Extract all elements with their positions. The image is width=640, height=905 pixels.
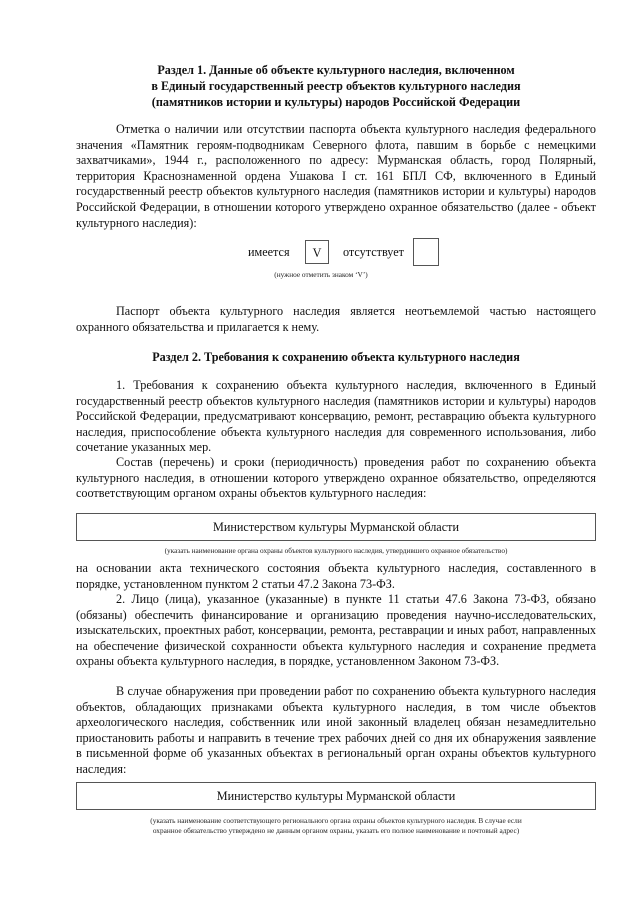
- authority-approval-hint: (указать наименование органа охраны объектов культурного наследия, утвердившего охранное обязательство): [164, 546, 508, 555]
- passport-exists-label: имеется: [248, 245, 290, 259]
- passport-hint: (нужное отметить знаком ‘V’): [274, 270, 368, 279]
- requirements-paragraph-2: Состав (перечень) и сроки (периодичность) проведения работ по сохранению объекта культурного наследия, в отношении которого утверждено охранное обязательство, определяются соответствующим органом охраны объектов культурного наследия:: [76, 455, 596, 501]
- passport-paragraph: Отметка о наличии или отсутствии паспорта объекта культурного наследия федерального значения «Памятник героям-подводникам Северного флота, павшим в борьбе с немецкими захватчиками», 1944 г., расположенного по адресу: Мурманская область, город Полярный, территория Краснознаменной ордена Ушакова I ст. 161 БПЛ СФ, включенного в Единый государственный реестр объектов культурного наследия (памятников истории и культуры) народов Российской Федерации, в отношении которого утверждено охранное обязательство (далее - объект культурного наследия):: [76, 122, 596, 230]
- regional-authority-hint: [76, 816, 596, 836]
- section-1-heading-line-1: Раздел 1. Данные об объекте культурного наследия, включенном: [157, 63, 515, 77]
- passport-absent-checkbox[interactable]: [413, 238, 439, 266]
- section-1-heading-line-2: в Единый государственный реестр объектов культурного наследия: [151, 79, 521, 93]
- requirements-paragraph-3: на основании акта технического состояния объекта культурного наследия, составленного в порядке, установленном пунктом 2 статьи 47.2 Закона 73-ФЗ.: [76, 561, 596, 591]
- requirements-paragraph-1: 1. Требования к сохранению объекта культурного наследия, включенного в Единый государственный реестр объектов культурного наследия (памятников истории и культуры) народов Российской Федерации, предусматривают консервацию, ремонт, реставрацию объекта культурного наследия, приспособление объекта культурного наследия для современного использования, либо сочетание указанных мер.: [76, 378, 596, 455]
- regional-authority-box: Министерство культуры Мурманской области: [76, 782, 596, 810]
- regional-authority-hint-line-1: (указать наименование соответствующего регионального органа охраны объектов культурного наследия. В случае если: [150, 816, 522, 825]
- requirements-paragraph-5: В случае обнаружения при проведении работ по сохранению объекта культурного наследия объектов, обладающих признаками объекта культурного наследия, в том числе объектов археологического наследия, собственник или иной законный владелец обязан незамедлительно приостановить работы и направить в течение трех рабочих дней со дня их обнаружения заявление в письменной форме об указанных объектах в региональный орган охраны объектов культурного наследия:: [76, 684, 596, 776]
- section-1-heading-line-3: (памятников истории и культуры) народов Российской Федерации: [151, 95, 521, 109]
- regional-authority-hint-line-2: охранное обязательство утверждено не данным органом охраны, указать его полное наименование и почтовый адрес): [152, 826, 520, 835]
- section-1-heading: [76, 62, 596, 110]
- authority-approval-box: Министерством культуры Мурманской области: [76, 513, 596, 541]
- passport-inseparable-paragraph: Паспорт объекта культурного наследия является неотъемлемой частью настоящего охранного обязательства и прилагается к нему.: [76, 304, 596, 334]
- passport-absent-label: отсутствует: [343, 245, 404, 259]
- section-2-heading: Раздел 2. Требования к сохранению объекта культурного наследия: [152, 350, 520, 364]
- passport-exists-checkbox[interactable]: V: [305, 240, 329, 264]
- requirements-paragraph-4: 2. Лицо (лица), указанное (указанные) в пункте 11 статьи 47.6 Закона 73-ФЗ, обязано (обязаны) обеспечить финансирование и организацию проведения научно-исследовательских, изыскательских, проектных работ, консервации, ремонта, реставрации и иных работ, направленных на обеспечение физической сохранности объекта культурного наследия и сохранение предмета охраны объекта культурного наследия, в порядке, установленном Законом 73-ФЗ.: [76, 592, 596, 669]
